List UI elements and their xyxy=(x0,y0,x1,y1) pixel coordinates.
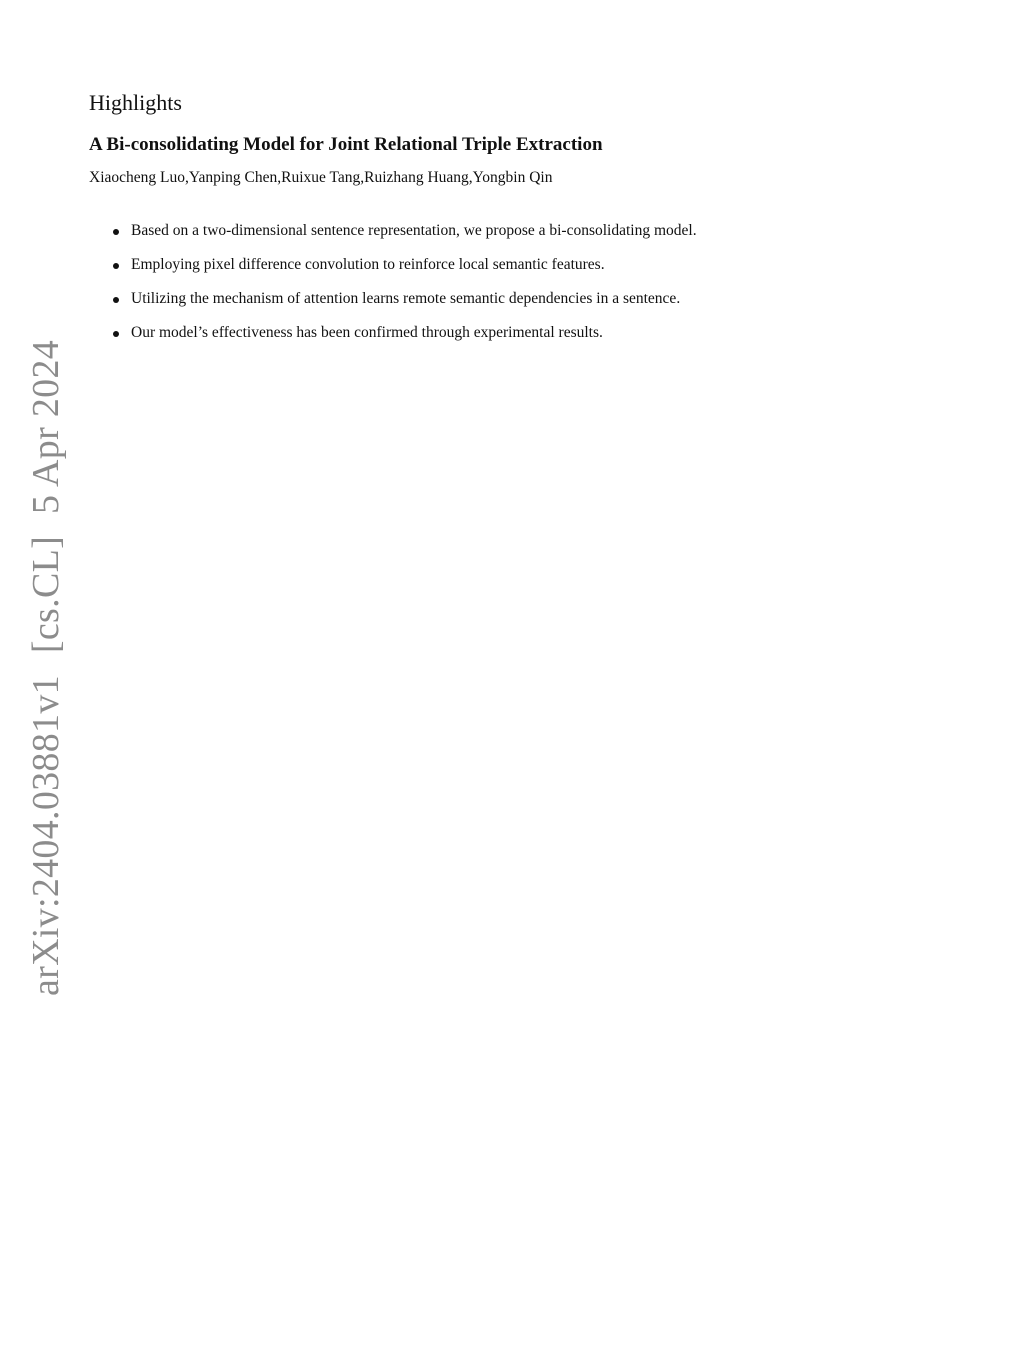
highlight-text: Utilizing the mechanism of attention learns remote semantic dependencies in a sentence. xyxy=(131,290,681,307)
highlight-text: Employing pixel difference convolution to reinforce local semantic features. xyxy=(131,256,605,273)
paper-title: A Bi-consolidating Model for Joint Relational Triple Extraction xyxy=(89,134,603,155)
highlight-text: Based on a two-dimensional sentence representation, we propose a bi-consolidating model. xyxy=(131,222,697,239)
arxiv-date: 5 Apr 2024 xyxy=(25,339,67,514)
bullet-icon xyxy=(113,263,119,269)
arxiv-category: [cs.CL] xyxy=(25,535,67,654)
highlights-list xyxy=(110,222,990,358)
arxiv-sidebar-stamp xyxy=(27,340,65,996)
arxiv-id: arXiv:2404.03881v1 xyxy=(25,675,67,997)
highlight-item xyxy=(110,324,990,358)
highlight-item xyxy=(110,290,990,324)
highlight-text: Our model’s effectiveness has been confirmed through experimental results. xyxy=(131,324,603,341)
bullet-icon xyxy=(113,229,119,235)
highlight-item xyxy=(110,256,990,290)
bullet-icon xyxy=(113,331,119,337)
bullet-icon xyxy=(113,297,119,303)
highlights-heading: Highlights xyxy=(89,90,182,115)
author-list: Xiaocheng Luo,Yanping Chen,Ruixue Tang,Ruizhang Huang,Yongbin Qin xyxy=(89,169,553,186)
highlight-item xyxy=(110,222,990,256)
